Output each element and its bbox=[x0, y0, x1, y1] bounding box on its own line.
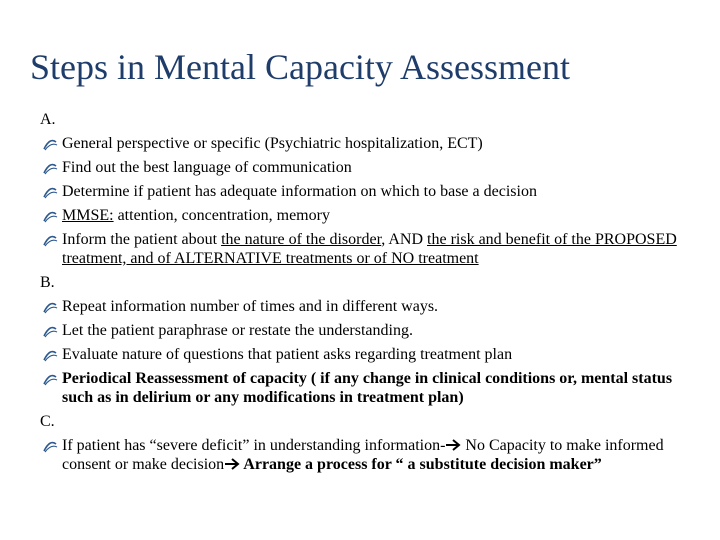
slide-title: Steps in Mental Capacity Assessment bbox=[30, 47, 570, 87]
inform-text-2: , AND bbox=[381, 231, 428, 248]
list-item bbox=[40, 436, 680, 474]
bullet-marker-icon bbox=[42, 208, 58, 224]
bullet-marker-icon bbox=[42, 136, 58, 152]
section-label-c: C. bbox=[40, 413, 55, 430]
bullet-text: Let the patient paraphrase or restate the understanding. bbox=[62, 322, 413, 339]
bullet-text bbox=[62, 230, 680, 268]
section-label-a: A. bbox=[40, 111, 56, 128]
bullet-text: Periodical Reassessment of capacity ( if any change in clinical conditions or, mental status such as in delirium or any modifications in treatment plan) bbox=[62, 370, 673, 406]
list-item bbox=[40, 345, 680, 364]
no-capacity-text: No Capacity to make informed consent or make decision bbox=[62, 437, 664, 473]
arrow-right-icon bbox=[224, 457, 240, 471]
list-item bbox=[40, 182, 680, 201]
list-item bbox=[40, 134, 680, 153]
bullet-marker-icon bbox=[42, 323, 58, 339]
section-label-b: B. bbox=[40, 274, 55, 291]
risk-benefit-text: the risk and benefit of the PROPOSED treatment, and of ALTERNATIVE treatments or of NO treatment bbox=[62, 231, 677, 267]
bullet-text bbox=[62, 206, 680, 225]
list-item bbox=[40, 158, 680, 177]
bullet-marker-icon bbox=[42, 184, 58, 200]
severe-deficit-text: If patient has “severe deficit” in understanding information- bbox=[62, 437, 446, 454]
bullet-text: General perspective or specific (Psychiatric hospitalization, ECT) bbox=[62, 135, 483, 152]
list-item bbox=[40, 206, 680, 225]
inform-text-1: Inform the patient about bbox=[62, 231, 222, 248]
substitute-decision-maker-text: Arrange a process for “ a substitute decision maker” bbox=[240, 456, 602, 473]
bullet-marker-icon bbox=[42, 299, 58, 315]
bullet-marker-icon bbox=[42, 232, 58, 248]
bullet-marker-icon bbox=[42, 438, 58, 454]
slide-content bbox=[40, 110, 680, 479]
arrow-right-icon bbox=[445, 438, 461, 452]
bullet-marker-icon bbox=[42, 160, 58, 176]
bullet-text: Evaluate nature of questions that patient asks regarding treatment plan bbox=[62, 346, 513, 363]
bullet-marker-icon bbox=[42, 371, 58, 387]
mmse-label: MMSE: bbox=[62, 207, 114, 224]
list-item bbox=[40, 369, 680, 407]
bullet-text bbox=[62, 436, 680, 474]
bullet-text: Determine if patient has adequate information on which to base a decision bbox=[62, 183, 537, 200]
list-item bbox=[40, 321, 680, 340]
bullet-text: Repeat information number of times and in different ways. bbox=[62, 298, 439, 315]
list-item bbox=[40, 230, 680, 268]
nature-of-disorder-text: the nature of the disorder bbox=[221, 231, 382, 248]
bullet-marker-icon bbox=[42, 347, 58, 363]
bullet-text: Find out the best language of communication bbox=[62, 159, 352, 176]
list-item bbox=[40, 297, 680, 316]
mmse-detail: attention, concentration, memory bbox=[113, 207, 330, 224]
